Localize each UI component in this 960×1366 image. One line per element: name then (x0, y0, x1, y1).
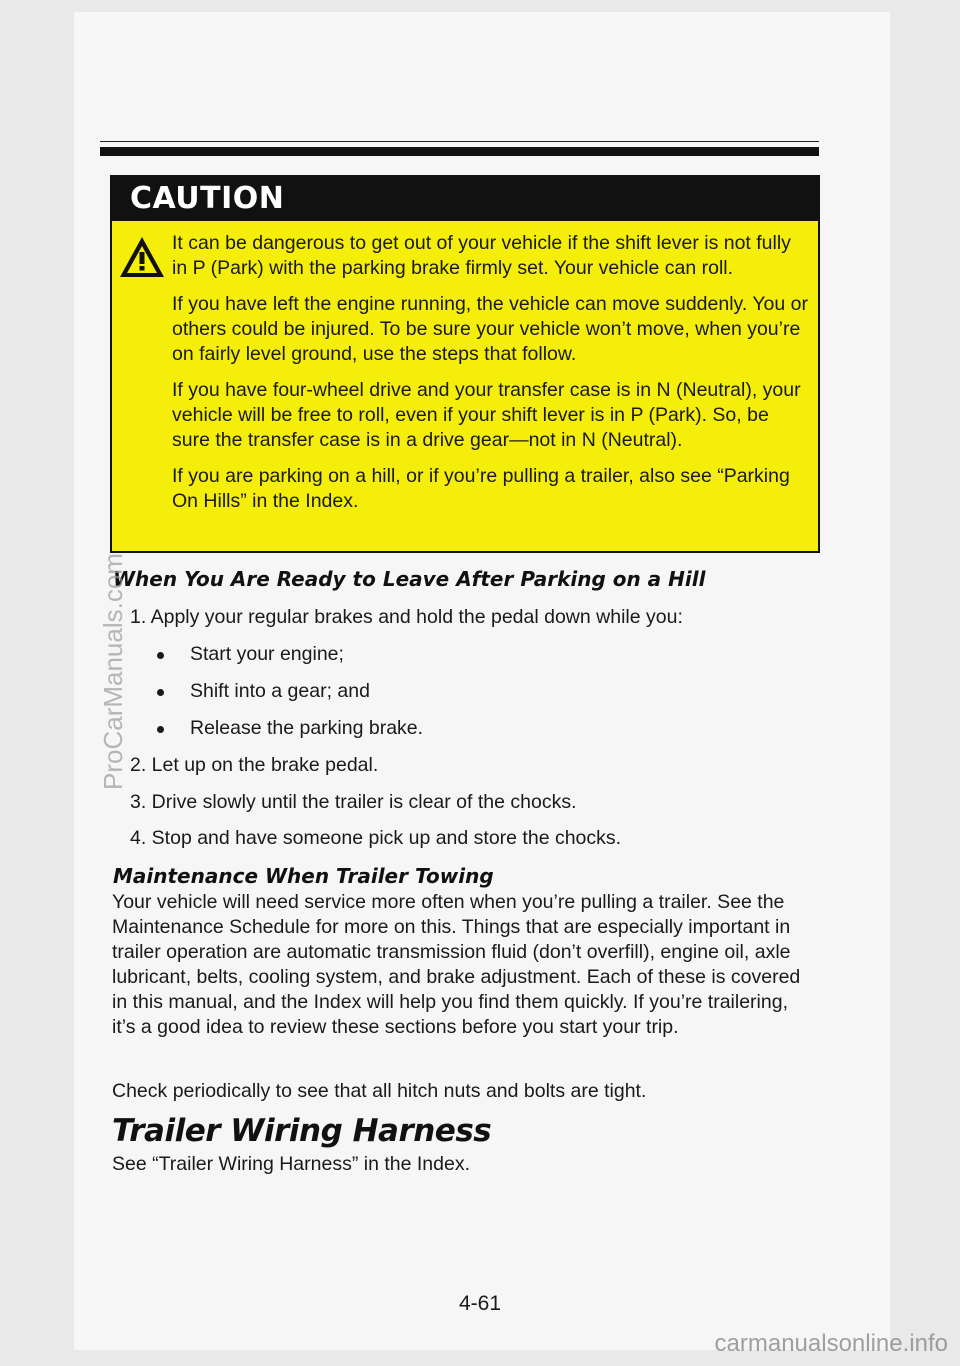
bullet-dot (157, 726, 164, 733)
step-2: 2. Let up on the brake pedal. (130, 754, 379, 776)
step-4: 4. Stop and have someone pick up and store the chocks. (130, 827, 622, 849)
caution-paragraph: If you are parking on a hill, or if you’re pulling a trailer, also see “Parking On Hills” in the Index. (172, 465, 790, 512)
caution-paragraph: If you have left the engine running, the vehicle can move suddenly. You or others could be injured. To be sure your vehicle won’t move, when you’re on fairly level ground, use the steps that follow. (172, 293, 808, 365)
page-number: 4-61 (458, 1292, 502, 1315)
warning-triangle-icon (118, 235, 166, 279)
bullet-dot (157, 652, 164, 659)
side-watermark: ProCarManuals.com (98, 553, 128, 790)
bullet-item: Shift into a gear; and (190, 680, 370, 702)
header-rule-thick (100, 147, 819, 156)
caution-box (110, 175, 820, 553)
section-heading-leave-hill: When You Are Ready to Leave After Parking on a Hill (113, 567, 706, 591)
bullet-dot (157, 689, 164, 696)
section-heading-wiring: Trailer Wiring Harness (112, 1113, 492, 1149)
footer-watermark: carmanualsonline.info (714, 1330, 948, 1357)
maintenance-paragraph: Your vehicle will need service more often when you’re pulling a trailer. See the Maintenance Schedule for more on this. Things that are especially important in trailer operation are automatic transmission fluid (don’t overfill), engine oil, axle lubricant, belts, cooling system, and brake adjustment. Each of these is covered in this manual, and the Index will help you find them quickly. If you’re trailering, it’s a good idea to review these sections before you start your trip. (112, 891, 801, 1038)
bullet-item: Release the parking brake. (190, 717, 424, 739)
caution-text (172, 231, 808, 525)
caution-title: CAUTION (112, 177, 818, 221)
caution-paragraph: If you have four-wheel drive and your transfer case is in N (Neutral), your vehicle will be free to roll, even if your shift lever is in P (Park). So, be sure the transfer case is in a drive gear—not in N (Neutral). (172, 379, 801, 451)
step-1: 1. Apply your regular brakes and hold the pedal down while you: (130, 606, 683, 628)
wiring-paragraph: See “Trailer Wiring Harness” in the Index. (112, 1153, 470, 1175)
step-3: 3. Drive slowly until the trailer is clear of the chocks. (130, 791, 577, 813)
section-heading-maintenance: Maintenance When Trailer Towing (113, 864, 494, 888)
header-rule-thin (100, 141, 819, 142)
bullet-item: Start your engine; (190, 643, 344, 665)
hitch-paragraph: Check periodically to see that all hitch nuts and bolts are tight. (112, 1080, 647, 1102)
caution-paragraph: It can be dangerous to get out of your vehicle if the shift lever is not fully in P (Park) with the parking brake firmly set. Your vehicle can roll. (172, 232, 791, 279)
